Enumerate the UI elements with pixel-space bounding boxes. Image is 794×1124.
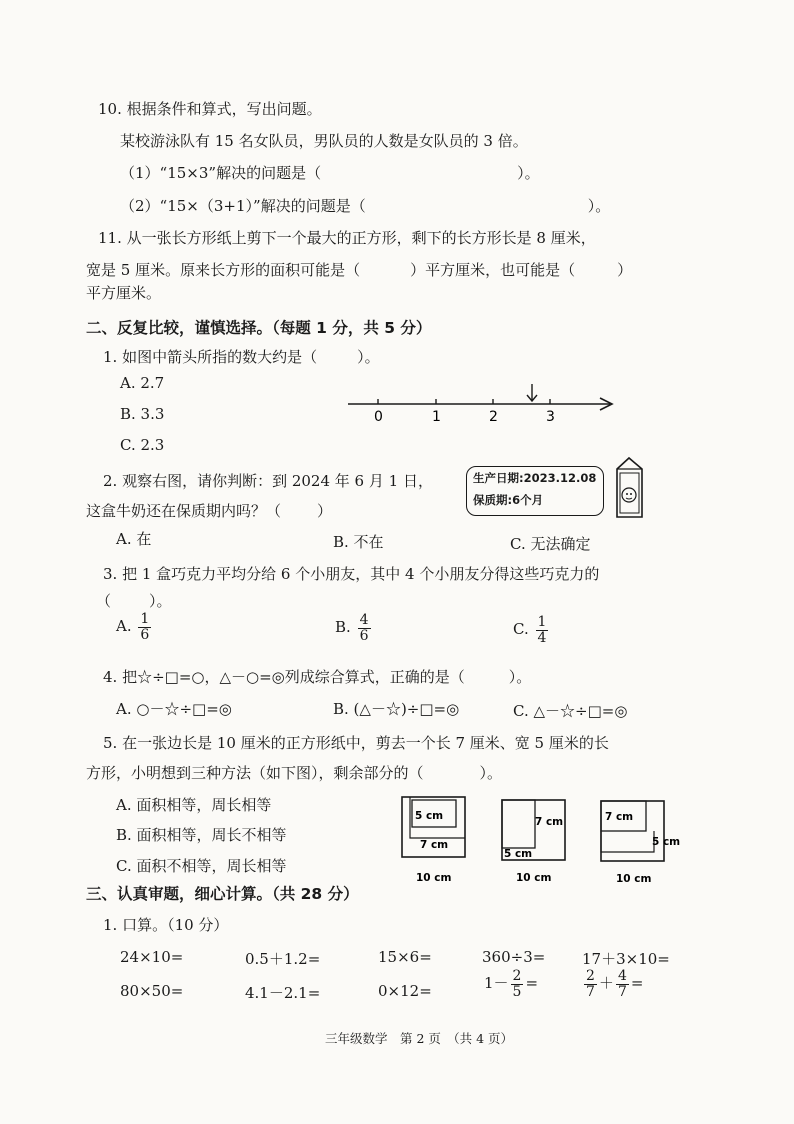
calc-equals: =	[630, 974, 644, 993]
q11-line3: 平方厘米。	[86, 284, 162, 302]
cut-square-figures	[390, 790, 690, 888]
s2q2-option-c[interactable]: C. 无法确定	[510, 535, 591, 553]
s2q5-option-b[interactable]: B. 面积相等，周长不相等	[116, 826, 287, 844]
calc-item: 80×50=	[120, 982, 184, 1000]
calc-item: 0×12=	[378, 982, 432, 1000]
s2q5-line1: 5. 在一张边长是 10 厘米的正方形纸中，剪去一个长 7 厘米、宽 5 厘米的长	[103, 734, 609, 752]
label-10cm: 10 cm	[416, 872, 452, 884]
label-5cm: 5 cm	[415, 810, 444, 822]
fraction-numerator: 4	[617, 968, 627, 984]
fraction	[584, 969, 597, 999]
calc-equals: =	[525, 974, 539, 993]
s2q4-option-b[interactable]: B. (△－☆)÷□=◎	[333, 700, 460, 718]
q10-condition: 某校游泳队有 15 名女队员，男队员的人数是女队员的 3 倍。	[120, 132, 528, 150]
fraction	[511, 969, 524, 999]
page-footer: 三年级数学 第 2 页 （共 4 页）	[325, 1031, 514, 1046]
s2q3-option-c[interactable]	[513, 615, 550, 645]
s2q3-option-b[interactable]	[335, 613, 373, 643]
s2q5-line2-text: 方形，小明想到三种方法（如下图），剩余部分的（	[86, 764, 424, 782]
s2q1-option-a[interactable]: A. 2.7	[120, 374, 165, 392]
calc-plus: ＋	[598, 974, 614, 993]
fraction	[536, 615, 549, 645]
fraction-denominator: 7	[617, 983, 627, 1000]
s2q5-option-a[interactable]: A. 面积相等，周长相等	[116, 796, 272, 814]
fraction-denominator: 6	[359, 627, 369, 644]
q11-line2	[86, 259, 632, 280]
q10-part2	[120, 195, 610, 216]
figure-1	[402, 797, 465, 884]
milk-carton-icon	[612, 455, 646, 521]
s2q2-option-a[interactable]: A. 在	[116, 530, 152, 548]
figure-2	[502, 800, 565, 884]
q10-part1-text: （1）“15×3”解决的问题是（	[120, 164, 322, 182]
shelf-life: 保质期:6个月	[473, 493, 544, 507]
q11-line2b: ）平方厘米，也可能是（	[410, 261, 576, 279]
q10-part1	[120, 162, 540, 183]
calc-item-fraction-sum	[582, 969, 643, 999]
q11-line2a: 宽是 5 厘米。原来长方形的面积可能是（	[86, 261, 361, 279]
fraction	[358, 613, 371, 643]
s2q2-line1: 2. 观察右图，请你判断：到 2024 年 6 月 1 日，	[103, 472, 433, 490]
q10-part2-close: ）。	[587, 197, 611, 215]
s2q4-option-c[interactable]: C. △－☆÷□=◎	[513, 702, 628, 720]
section2-title: 二、反复比较，谨慎选择。（每题 1 分，共 5 分）	[86, 319, 432, 337]
q11-line1: 11. 从一张长方形纸上剪下一个最大的正方形，剩下的长方形长是 8 厘米，	[98, 229, 596, 247]
fraction	[616, 969, 629, 999]
calc-item: 360÷3=	[482, 948, 546, 966]
fraction-numerator: 2	[512, 968, 522, 984]
calc-item: 4.1－2.1=	[245, 984, 321, 1002]
fraction-denominator: 4	[537, 629, 547, 646]
tick-label: 0	[374, 409, 383, 425]
s2q4-stem-text: 4. 把☆÷□=○，△－○=◎列成综合算式，正确的是（	[103, 668, 465, 686]
fraction-numerator: 1	[537, 614, 547, 630]
s2q1-stem-text: 1. 如图中箭头所指的数大约是（	[103, 348, 318, 366]
calc-item: 15×6=	[378, 948, 432, 966]
s2q1-stem	[103, 346, 380, 367]
option-letter: A.	[116, 617, 132, 636]
s2q5-option-c[interactable]: C. 面积不相等，周长相等	[116, 857, 287, 875]
label-10cm: 10 cm	[616, 873, 652, 885]
fraction-denominator: 5	[512, 983, 522, 1000]
s2q5-line2	[86, 762, 502, 783]
fraction-numerator: 1	[140, 611, 150, 627]
s2q3-line1: 3. 把 1 盒巧克力平均分给 6 个小朋友，其中 4 个小朋友分得这些巧克力的	[103, 565, 600, 583]
label-10cm: 10 cm	[516, 872, 552, 884]
number-line	[340, 380, 620, 430]
fraction-denominator: 7	[586, 983, 595, 1000]
s2q3-close: ）。	[149, 592, 172, 610]
fraction-denominator: 6	[140, 626, 150, 643]
s3q1-title: 1. 口算。（10 分）	[103, 916, 229, 934]
label-7cm: 7 cm	[605, 811, 634, 823]
fraction-numerator: 2	[586, 968, 595, 984]
option-letter: B.	[335, 618, 351, 637]
calc-item: 0.5＋1.2=	[245, 950, 321, 968]
calc-item: 24×10=	[120, 948, 184, 966]
q11-line2c: ）	[617, 261, 633, 279]
q10-part2-text: （2）“15×（3+1）”解决的问题是（	[120, 197, 366, 215]
option-letter: C.	[513, 620, 529, 639]
s2q1-close: ）。	[357, 348, 380, 366]
s2q1-option-c[interactable]: C. 2.3	[120, 436, 165, 454]
fraction-numerator: 4	[359, 612, 369, 628]
label-7cm: 7 cm	[535, 816, 564, 828]
production-date: 生产日期:2023.12.08	[473, 471, 597, 485]
q10-title: 10. 根据条件和算式，写出问题。	[98, 100, 322, 118]
fraction	[138, 612, 151, 642]
q10-part1-close: ）。	[517, 164, 540, 182]
milk-label-box	[466, 466, 604, 516]
calc-lead: 1－	[484, 974, 509, 993]
label-5cm: 5 cm	[504, 848, 533, 860]
s2q2-option-b[interactable]: B. 不在	[333, 533, 384, 551]
section3-title: 三、认真审题，细心计算。（共 28 分）	[86, 885, 359, 903]
tick-label: 2	[489, 409, 498, 425]
s2q4-stem	[103, 666, 531, 687]
s2q2-line2	[86, 500, 332, 521]
s2q3-line2	[96, 590, 172, 611]
s2q2-close: ）	[317, 502, 333, 520]
calc-item: 17＋3×10=	[582, 950, 670, 968]
s2q3-open: （	[96, 592, 112, 610]
s2q3-option-a[interactable]	[116, 612, 153, 642]
label-7cm: 7 cm	[420, 839, 449, 851]
calc-item-fraction	[484, 969, 538, 999]
label-5cm: 5 cm	[652, 836, 681, 848]
figure-3	[601, 801, 680, 885]
tick-label: 1	[432, 409, 441, 425]
s2q5-close: ）。	[479, 764, 503, 782]
s2q1-option-b[interactable]: B. 3.3	[120, 405, 165, 423]
s2q4-option-a[interactable]: A. ○－☆÷□=◎	[116, 700, 232, 718]
s2q4-close: ）。	[508, 668, 532, 686]
s2q2-line2-text: 这盒牛奶还在保质期内吗？（	[86, 502, 282, 520]
tick-label: 3	[546, 409, 555, 425]
